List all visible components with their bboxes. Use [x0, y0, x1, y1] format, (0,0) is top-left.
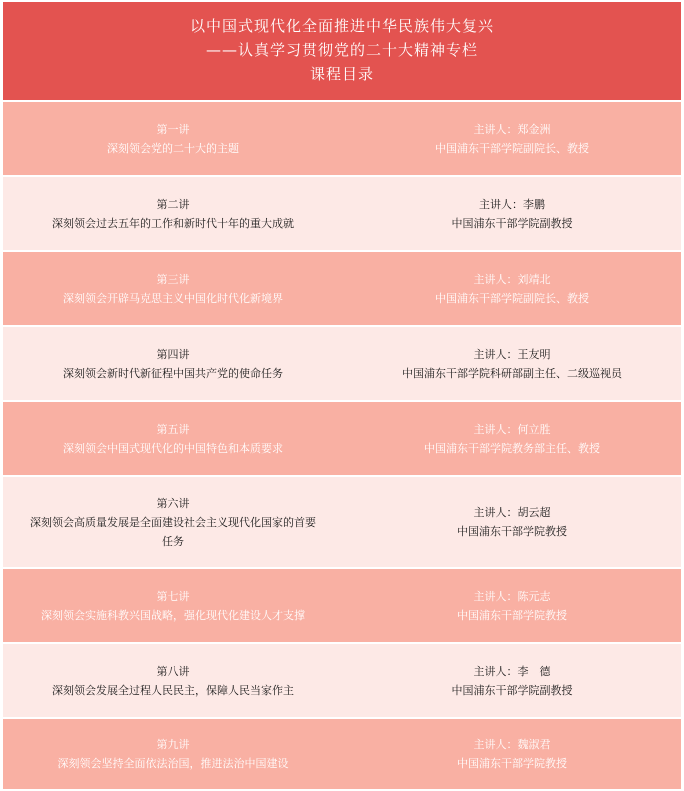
lecture-row-2[interactable] [3, 175, 681, 250]
lecture-speaker: 主讲人：李鹏 [479, 197, 545, 211]
lecture-number: 第六讲 [156, 496, 190, 510]
course-catalog [3, 2, 681, 789]
header-title-line1: 以中国式现代化全面推进中华民族伟大复兴 [189, 17, 494, 35]
lecture-speaker: 主讲人：胡云超 [473, 506, 551, 519]
lecture-speaker: 主讲人：刘靖北 [473, 272, 551, 286]
lecture-row-5[interactable] [3, 400, 681, 475]
lecture-speaker-title: 中国浦东干部学院副院长、教授 [435, 291, 589, 305]
lecture-topic-cell [3, 120, 343, 158]
lecture-speaker-cell [343, 120, 681, 158]
lecture-topic: 深刻领会开辟马克思主义中国化时代化新境界 [63, 291, 283, 305]
header-title-line3: 课程目录 [309, 65, 374, 83]
lecture-speaker-cell [343, 503, 681, 541]
lecture-number: 第一讲 [156, 122, 190, 136]
lecture-topic: 深刻领会党的二十大的主题 [107, 141, 239, 155]
lecture-topic-cell [3, 345, 343, 383]
lecture-speaker-title: 中国浦东干部学院教务部主任、教授 [424, 441, 600, 455]
lecture-number: 第五讲 [156, 422, 190, 436]
lecture-speaker-title: 中国浦东干部学院科研部副主任、二级巡视员 [402, 366, 622, 380]
lecture-topic: 深刻领会实施科教兴国战略，强化现代化建设人才支撑 [41, 608, 305, 622]
lecture-topic: 深刻领会过去五年的工作和新时代十年的重大成就 [52, 216, 294, 230]
lecture-topic: 深刻领会发展全过程人民民主，保障人民当家作主 [52, 683, 294, 697]
lecture-speaker-title: 中国浦东干部学院副院长、教授 [435, 141, 589, 155]
lecture-topic-cell [3, 494, 343, 551]
lecture-row-8[interactable] [3, 642, 681, 717]
catalog-header [3, 2, 681, 100]
lecture-speaker: 主讲人：郑金洲 [473, 122, 551, 136]
lecture-speaker-cell [343, 420, 681, 458]
lecture-speaker-title: 中国浦东干部学院教授 [457, 608, 567, 622]
lecture-topic-cell [3, 195, 343, 233]
lecture-topic-cell [3, 420, 343, 458]
lecture-number: 第七讲 [156, 589, 190, 603]
lecture-speaker-title: 中国浦东干部学院教授 [457, 525, 567, 538]
lecture-speaker: 主讲人：李 德 [473, 664, 551, 678]
lecture-speaker-title: 中国浦东干部学院教授 [457, 757, 567, 770]
lecture-speaker-cell [343, 587, 681, 625]
lecture-topic: 深刻领会坚持全面依法治国，推进法治中国建设 [57, 757, 289, 770]
lecture-speaker: 主讲人：何立胜 [473, 422, 551, 436]
lecture-speaker: 主讲人：魏淑君 [473, 738, 551, 751]
lecture-speaker-cell [343, 735, 681, 773]
lecture-speaker: 主讲人：王友明 [473, 347, 551, 361]
lecture-number: 第四讲 [156, 347, 190, 361]
lecture-topic-cell [3, 735, 343, 773]
lecture-topic-cell [3, 662, 343, 700]
lecture-row-9[interactable] [3, 717, 681, 789]
lecture-topic-cell [3, 270, 343, 308]
lecture-speaker-cell [343, 345, 681, 383]
lecture-row-6[interactable] [3, 475, 681, 567]
lecture-number: 第八讲 [156, 664, 190, 678]
lecture-row-7[interactable] [3, 567, 681, 642]
lecture-topic-cell [3, 587, 343, 625]
lecture-topic: 深刻领会高质量发展是全面建设社会主义现代化国家的首要 [30, 515, 316, 529]
lecture-speaker-cell [343, 270, 681, 308]
lecture-speaker-cell [343, 662, 681, 700]
lecture-number: 第九讲 [156, 738, 190, 751]
lecture-speaker: 主讲人：陈元志 [473, 589, 551, 603]
lecture-topic-continued: 任务 [162, 534, 184, 548]
lecture-topic: 深刻领会中国式现代化的中国特色和本质要求 [63, 441, 283, 455]
lecture-number: 第三讲 [156, 272, 190, 286]
lecture-row-4[interactable] [3, 325, 681, 400]
lecture-row-3[interactable] [3, 250, 681, 325]
lecture-speaker-title: 中国浦东干部学院副教授 [451, 216, 573, 230]
header-title-line2: ——认真学习贯彻党的二十大精神专栏 [205, 41, 478, 59]
lecture-number: 第二讲 [156, 197, 190, 211]
lecture-speaker-title: 中国浦东干部学院副教授 [451, 683, 573, 697]
lecture-speaker-cell [343, 195, 681, 233]
lecture-row-1[interactable] [3, 100, 681, 175]
lecture-topic: 深刻领会新时代新征程中国共产党的使命任务 [63, 366, 283, 380]
